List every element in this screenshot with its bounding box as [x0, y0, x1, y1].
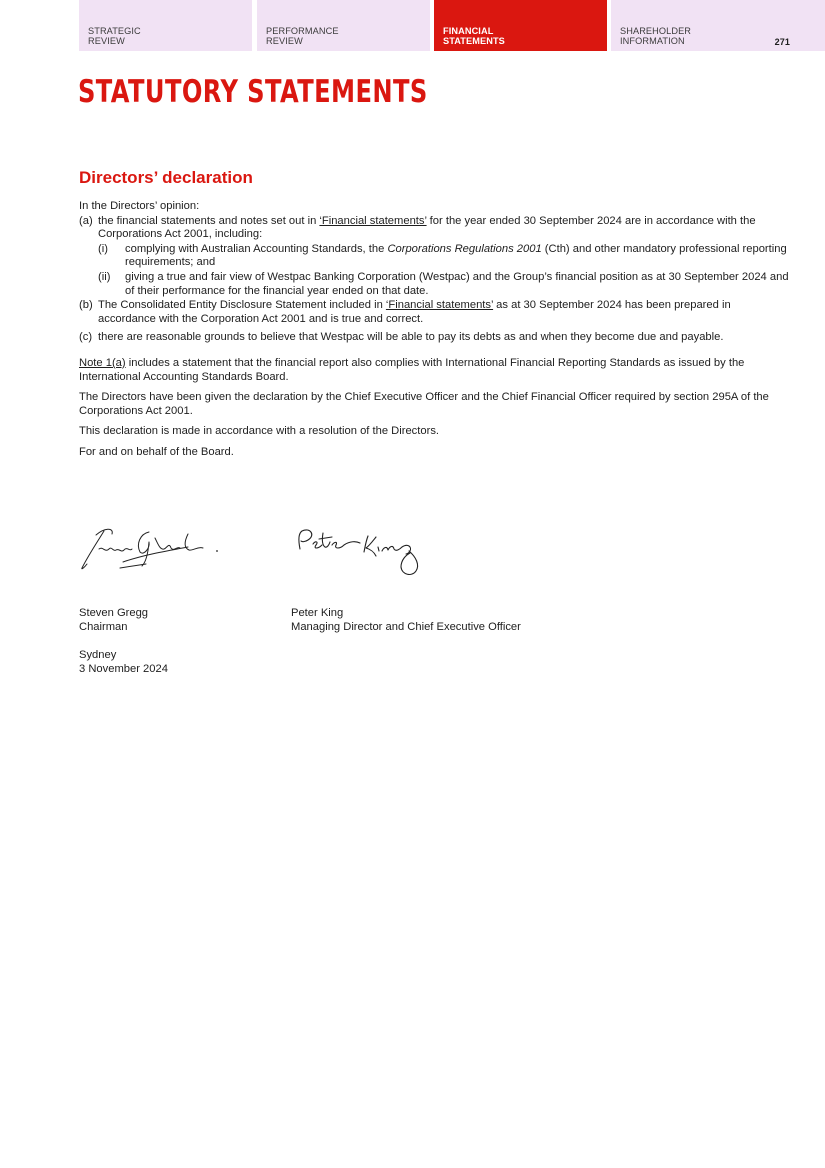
- tab-strategic-review[interactable]: STRATEGIC REVIEW: [79, 0, 252, 51]
- list-item-a-ii: (ii) giving a true and fair view of Westpac Banking Corporation (Westpac) and the Group’s financial position as at 30 September 2024 and of their performance for the financial year ended on that date.: [98, 270, 789, 297]
- behalf-paragraph: For and on behalf of the Board.: [79, 445, 234, 458]
- signatory-name: Peter King: [291, 607, 344, 619]
- list-item-b: (b) The Consolidated Entity Disclosure Statement included in ‘Financial statements’ as at 30 September 2024 has been prepared in accordance with the Corporation Act 2001 and is true and correct.: [79, 299, 731, 325]
- signatory-name: Steven Gregg: [79, 607, 149, 619]
- page-title: STATUTORY STATEMENTS: [78, 74, 428, 110]
- date: 3 November 2024: [79, 662, 168, 675]
- list-item-a: (a) the financial statements and notes set out in ‘Financial statements’ for the year ended 30 September 2024 are in accordance with the Corporations Act 2001, including:: [79, 214, 756, 241]
- signatory-chairman: [79, 607, 148, 634]
- place-and-date: [79, 649, 168, 676]
- signatory-ceo: [291, 607, 521, 634]
- tab-shareholder-information[interactable]: SHAREHOLDER INFORMATION 271: [611, 0, 825, 51]
- page-number: 271: [774, 37, 790, 47]
- signature-peter-king: [292, 527, 432, 579]
- declaration-body: [79, 200, 791, 467]
- signatory-title: Chairman: [79, 620, 128, 633]
- intro-text: In the Directors’ opinion:: [79, 200, 200, 212]
- section-title: Directors’ declaration: [79, 168, 253, 187]
- signature-steven-gregg: [78, 522, 223, 574]
- section-nav: [79, 0, 825, 51]
- list-item-a-i: (i) complying with Australian Accounting Standards, the Corporations Regulations 2001 (Cth) and other mandatory professional reporting requirements; and: [98, 242, 787, 269]
- tab-performance-review[interactable]: PERFORMANCE REVIEW: [257, 0, 430, 51]
- directors-paragraph: The Directors have been given the declaration by the Chief Executive Officer and the Chief Financial Officer required by section 295A of the Corporations Act 2001.: [79, 391, 769, 417]
- signatory-title: Managing Director and Chief Executive Officer: [291, 620, 521, 633]
- tab-financial-statements[interactable]: FINANCIAL STATEMENTS: [434, 0, 607, 51]
- financial-statements-link[interactable]: ‘Financial statements’: [319, 214, 427, 227]
- place: Sydney: [79, 649, 117, 661]
- list-item-c: (c) there are reasonable grounds to believe that Westpac will be able to pay its debts as and when they become due and payable.: [79, 331, 724, 344]
- resolution-paragraph: This declaration is made in accordance with a resolution of the Directors.: [79, 425, 440, 438]
- note-paragraph: Note 1(a) includes a statement that the financial report also complies with International Financial Reporting Standards as issued by the International Accounting Standards Board.: [79, 356, 745, 383]
- note-1a-link[interactable]: Note 1(a): [79, 356, 126, 369]
- financial-statements-link[interactable]: ‘Financial statements’: [385, 299, 494, 312]
